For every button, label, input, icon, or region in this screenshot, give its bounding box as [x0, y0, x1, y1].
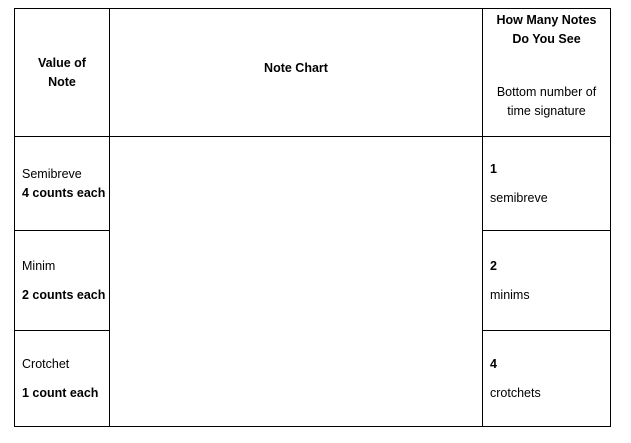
note-number: 2 — [490, 258, 497, 273]
value-of-note-header — [15, 9, 110, 137]
note-name: Minim — [22, 258, 56, 273]
note-name: Semibreve — [22, 166, 82, 181]
how-many-line-2: Do You See — [512, 32, 581, 46]
note-chart-title: Note Chart — [264, 61, 328, 75]
note-chart-area — [110, 137, 483, 427]
table-row — [15, 137, 611, 231]
note-chart-header — [110, 9, 483, 137]
bottom-number-line-1: Bottom number of — [496, 85, 597, 99]
note-value-cell-crotchet — [15, 331, 110, 427]
value-of-note-line-1: Value of — [38, 55, 86, 70]
note-value-cell-semibreve — [15, 137, 110, 231]
note-counts: 2 counts each — [22, 287, 106, 302]
how-many-line-1: How Many Notes — [496, 13, 597, 27]
note-plural: minims — [490, 287, 530, 302]
note-plural: semibreve — [490, 190, 548, 205]
how-many-notes-header — [483, 9, 611, 137]
note-plural: crotchets — [490, 385, 541, 400]
note-number-cell-minim — [483, 231, 611, 331]
note-counts: 1 count each — [22, 385, 99, 400]
bottom-number-line-2: time signature — [507, 104, 586, 118]
note-counts: 4 counts each — [22, 185, 106, 200]
note-value-cell-minim — [15, 231, 110, 331]
note-value-table — [14, 8, 611, 427]
value-of-note-line-2: Note — [48, 74, 76, 89]
note-number-cell-crotchet — [483, 331, 611, 427]
header-row — [15, 9, 611, 137]
note-number-cell-semibreve — [483, 137, 611, 231]
note-number: 1 — [490, 161, 497, 176]
note-number: 4 — [490, 356, 497, 371]
note-name: Crotchet — [22, 356, 70, 371]
